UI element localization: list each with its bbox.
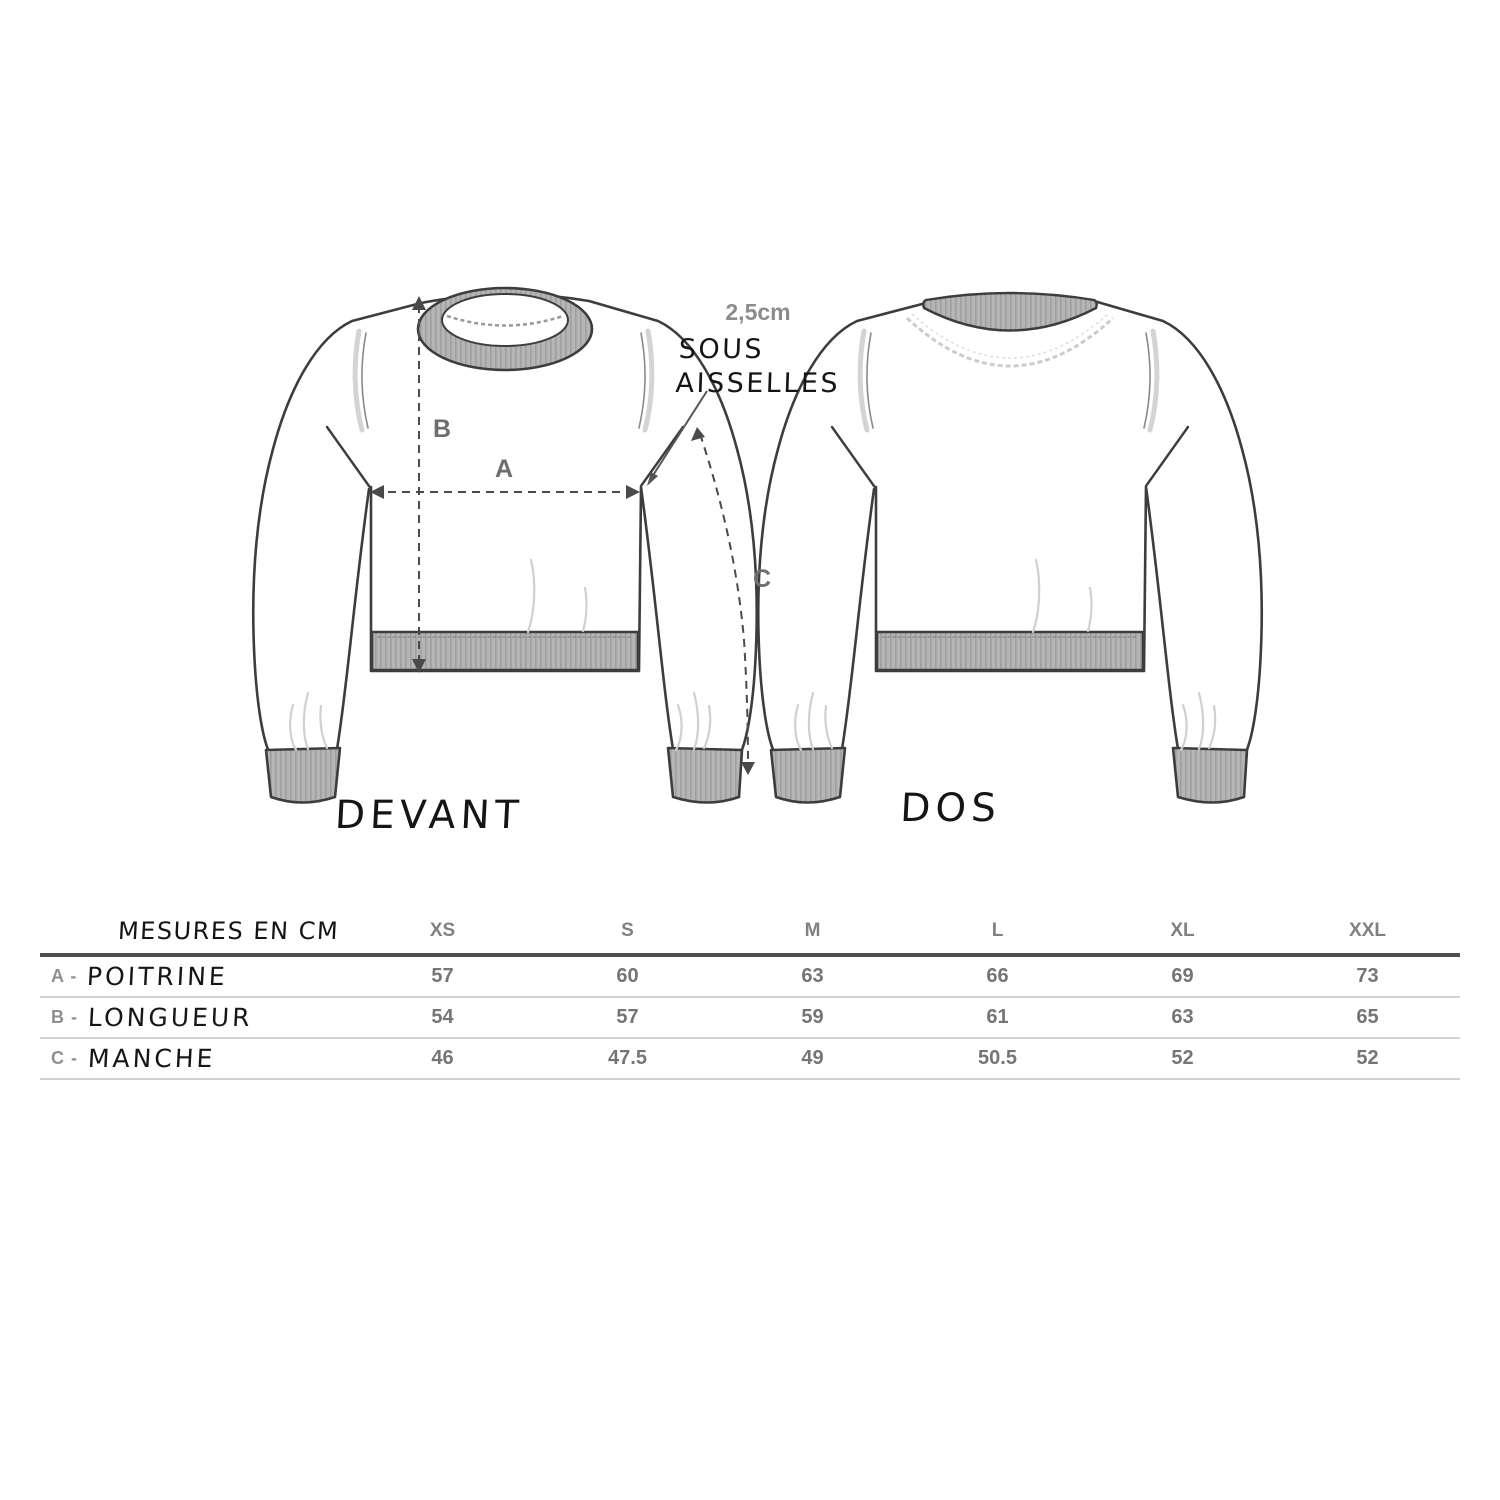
- value-cell: 66: [986, 965, 1009, 987]
- table-header-row: [40, 909, 1460, 957]
- size-header-xxl: XXL: [1349, 920, 1386, 941]
- value-cell: 49: [801, 1047, 824, 1069]
- row-name: POITRINE: [86, 962, 229, 991]
- dim-label-a: A: [494, 455, 514, 483]
- table-row-poitrine: [40, 957, 1460, 998]
- table-body: [40, 957, 1460, 1080]
- table-title: MESURES EN CM: [117, 917, 340, 945]
- value-cell: 65: [1356, 1006, 1379, 1028]
- front-view-drawing: [253, 288, 756, 803]
- row-key: B -: [51, 1007, 78, 1027]
- row-label: [40, 962, 350, 991]
- table-row-manche: [40, 1039, 1460, 1080]
- row-name: MANCHE: [87, 1044, 217, 1073]
- value-cell: 63: [1171, 1006, 1194, 1028]
- note-measure-text: 2,5cm: [725, 299, 791, 325]
- size-table: [40, 909, 1460, 1080]
- value-cell: 50.5: [978, 1047, 1017, 1069]
- value-cell: 52: [1171, 1047, 1194, 1069]
- value-cell: 57: [431, 965, 454, 987]
- dim-arrow-c-bottom: [741, 762, 755, 775]
- table-row-longueur: [40, 998, 1460, 1039]
- row-key: A -: [51, 966, 78, 986]
- row-key: C -: [51, 1048, 78, 1068]
- note-text-line2: AISSELLES: [675, 368, 841, 399]
- row-label: [40, 1003, 350, 1032]
- value-cell: 57: [616, 1006, 639, 1028]
- value-cell: 59: [801, 1006, 824, 1028]
- value-cell: 60: [616, 965, 639, 987]
- front-view-label: DEVANT: [333, 793, 525, 838]
- note-text-line1: SOUS: [678, 334, 765, 365]
- value-cell: 69: [1171, 965, 1194, 987]
- value-cell: 46: [431, 1047, 454, 1069]
- back-view-label: DOS: [899, 786, 1003, 831]
- row-name: LONGUEUR: [87, 1003, 254, 1032]
- size-header-l: L: [991, 920, 1004, 941]
- row-label: [40, 1044, 350, 1073]
- value-cell: 61: [986, 1006, 1009, 1028]
- value-cell: 47.5: [608, 1047, 647, 1069]
- value-cell: 73: [1356, 965, 1379, 987]
- size-header-m: M: [804, 920, 821, 941]
- dim-label-b: B: [433, 415, 452, 443]
- value-cell: 54: [431, 1006, 454, 1028]
- value-cell: 63: [801, 965, 824, 987]
- size-header-xl: XL: [1170, 920, 1195, 941]
- value-cell: 52: [1356, 1047, 1379, 1069]
- size-header-s: S: [621, 920, 634, 941]
- size-header-xs: XS: [429, 920, 456, 941]
- dim-label-c: C: [753, 565, 772, 593]
